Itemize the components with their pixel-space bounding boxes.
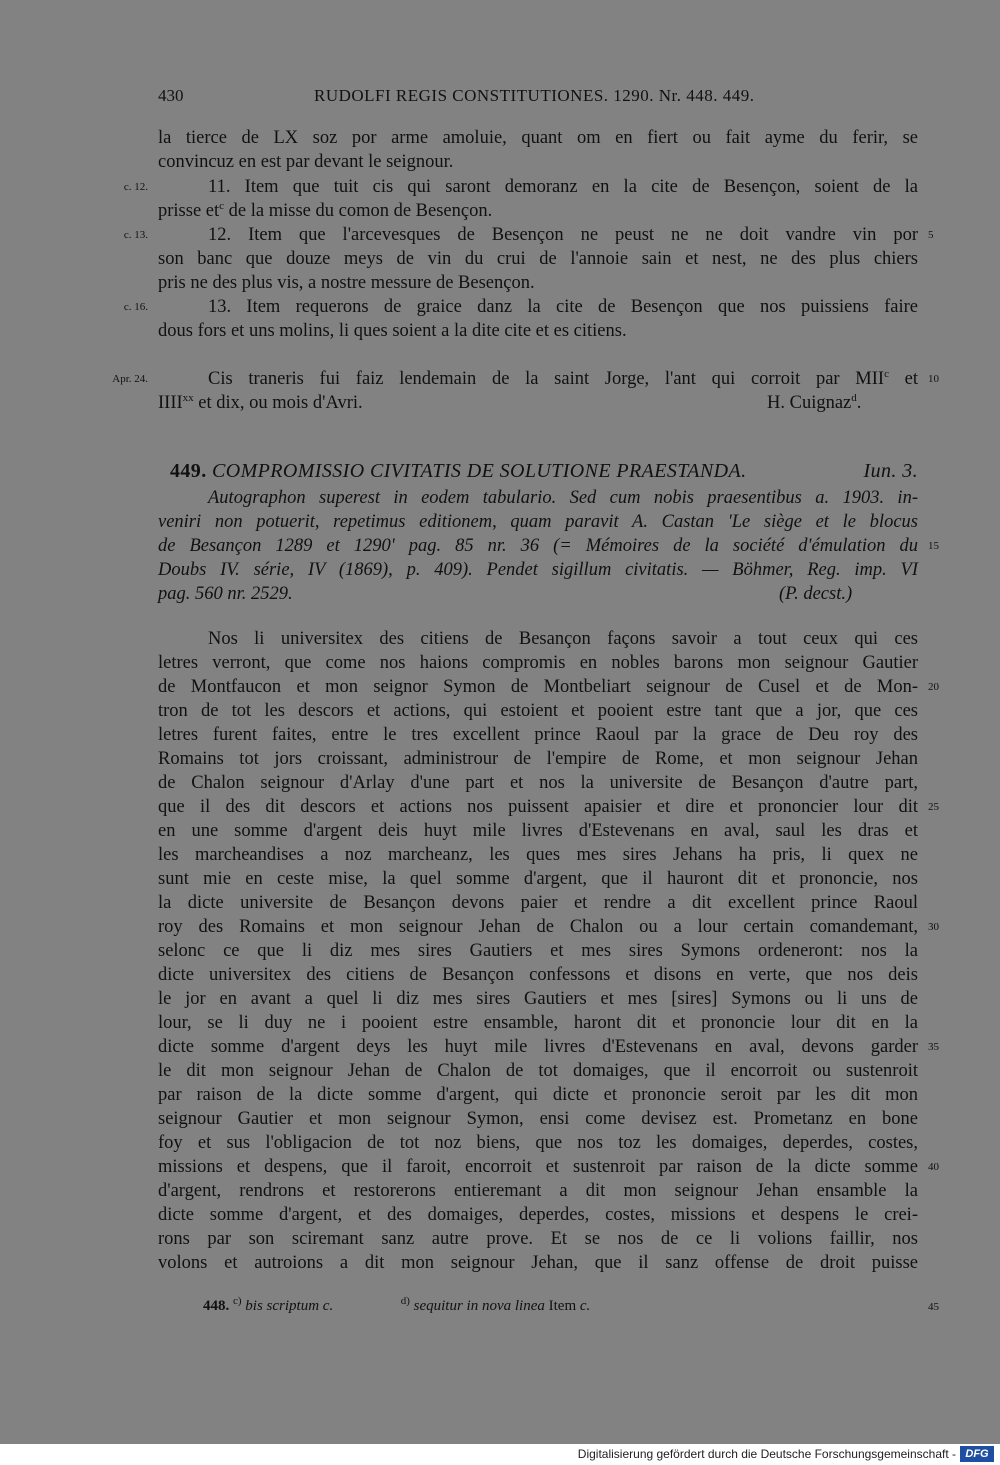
text-line: tron de tot les descors et actions, qui estoient et pooient estre tant que a jor, que ces xyxy=(158,701,918,721)
text-line: en une somme d'argent deis huyt mile livres d'Estevenans en aval, saul les dras et xyxy=(158,821,918,841)
text-line: 11. Item que tuit cis qui saront demoranz en la cite de Besençon, soient de la xyxy=(208,177,918,197)
footnote-word: Item xyxy=(548,1298,577,1314)
line-number: 35 xyxy=(928,1041,939,1053)
text-line: son banc que douze meys de vin du crui de l'annoie sain et nest, ne des plus chiers xyxy=(158,249,918,269)
text-line: foy et sus l'obligacion de tot noz biens, que nos toz les domaiges, deperdes, costes, xyxy=(158,1133,918,1153)
footnote-mark: c) xyxy=(233,1295,242,1307)
text-line xyxy=(208,367,918,391)
line-number: 20 xyxy=(928,681,939,693)
footnote-text: bis scriptum c. xyxy=(245,1298,334,1314)
line-number: 45 xyxy=(928,1301,939,1313)
line-number: 5 xyxy=(928,229,934,241)
text-line: roy des Romains et mon seignour Jehan de Chalon ou a lour certain comandemant, xyxy=(158,917,918,937)
text-line: Romains tot jors croissant, administrour de l'empire de Rome, et mon seignour Jehan xyxy=(158,749,918,769)
source-editor: (P. decst.) xyxy=(779,584,853,604)
footnote-text: c. xyxy=(579,1298,591,1314)
footnotes xyxy=(203,1295,591,1315)
text-line: missions et despens, que il faroit, encorroit et sustenroit par raison de la dicte somme xyxy=(158,1157,918,1177)
line-number: 40 xyxy=(928,1161,939,1173)
text-line: la tierce de LX soz por arme amoluie, quant om en fiert ou fait ayme du ferir, se xyxy=(158,128,918,148)
text-line: pris ne des plus vis, a nostre messure de Besençon. xyxy=(158,273,535,293)
source-line: veniri non potuerit, repetimus editionem, quam paravit A. Castan 'Le siège et le blocus xyxy=(158,512,918,532)
text-line: de Chalon seignour d'Arlay d'une part et nos la universite de Besançon d'autre part, xyxy=(158,773,918,793)
text-line: d'argent, rendrons et restorerons entieremant a dit mon seignour Jehan ensamble la xyxy=(158,1181,918,1201)
source-line: pag. 560 nr. 2529. xyxy=(158,584,293,604)
source-line: de Besançon 1289 et 1290' pag. 85 nr. 36 (= Mémoires de la société d'émulation du xyxy=(158,536,918,556)
text-fragment: et xyxy=(888,369,918,389)
line-number: 10 xyxy=(928,373,939,385)
text-fragment: prisse et xyxy=(158,201,220,221)
text-line: que il des dit descors et actions nos puissent apaisier et dire et prononcier lour dit xyxy=(158,797,918,817)
source-line: Doubs IV. série, IV (1869), p. 409). Pendet sigillum civitatis. — Böhmer, Reg. imp. VI xyxy=(158,560,918,580)
document-title: COMPROMISSIO CIVITATIS DE SOLUTIONE PRAESTANDA. xyxy=(212,460,747,482)
page-number: 430 xyxy=(158,86,184,105)
text-line: Nos li universitex des citiens de Besançon façons savoir a tout ceux qui ces xyxy=(208,629,918,649)
text-line: 12. Item que l'arcevesques de Besençon ne peust ne ne doit vandre vin por xyxy=(208,225,918,245)
text-line: convincuz en est par devant le seignour. xyxy=(158,152,454,172)
dfg-logo: DFG xyxy=(960,1446,994,1462)
text-line: lour, se li duy ne i pooient estre ensamble, haront dit et prononcie lour dit en la xyxy=(158,1013,918,1033)
text-line: selonc ce que li diz mes sires Gautiers et mes sires Symons ordeneront: nos la xyxy=(158,941,918,961)
text-line: dous fors et uns molins, li ques soient a la dite cite et es citiens. xyxy=(158,321,627,341)
margin-note: c. 16. xyxy=(123,301,148,313)
signature xyxy=(767,391,861,415)
footnote-label: 448. xyxy=(203,1298,230,1314)
line-number: 15 xyxy=(928,540,939,552)
line-number: 25 xyxy=(928,801,939,813)
text-line: seignour Gautier et mon seignour Symon, ensi come devisez est. Prometanz en bone xyxy=(158,1109,918,1129)
document-number: 449. xyxy=(170,460,207,482)
text-line: dicte somme d'argent, et des domaiges, deperdes, costes, missions et despens le crei- xyxy=(158,1205,918,1225)
running-header xyxy=(0,86,1000,110)
footer-text: Digitalisierung gefördert durch die Deutsche Forschungsgemeinschaft - xyxy=(577,1447,956,1461)
source-line: Autographon superest in eodem tabulario. Sed cum nobis praesentibus a. 1903. in- xyxy=(208,488,918,508)
footnote-mark: d xyxy=(851,391,857,404)
footnote-mark: c xyxy=(219,199,225,212)
text-line: sunt mie en ceste mise, la quel somme d'argent, que il hauront dit et prononcie, nos xyxy=(158,869,918,889)
signature-name: H. Cuignaz xyxy=(767,393,852,413)
document-date: Iun. 3. xyxy=(863,460,918,482)
text-line: rons par son sciremant sanz autre prove. Et se nos de ce li volions faillir, nos xyxy=(158,1229,918,1249)
text-fragment: . xyxy=(856,393,862,413)
superscript: xx xyxy=(182,391,194,404)
text-line: le jor en avant a quel li diz mes sires Gautiers et mes [sires] Symons ou li uns de xyxy=(158,989,918,1009)
footer-bar xyxy=(0,1444,1000,1465)
text-fragment: IIII xyxy=(158,393,183,413)
text-line: letres furent faites, entre le tres excellent prince Raoul par la grace de Deu roy des xyxy=(158,725,918,745)
footnote-text: sequitur in nova linea xyxy=(413,1298,545,1314)
text-line: dicte universitex des citiens de Besançon confessons et disons en verte, que nos deis xyxy=(158,965,918,985)
running-title: RUDOLFI REGIS CONSTITUTIONES. 1290. Nr. 448. 449. xyxy=(314,86,755,105)
line-number: 30 xyxy=(928,921,939,933)
superscript: c xyxy=(884,367,889,380)
footnote-mark: d) xyxy=(400,1295,410,1307)
text-line: 13. Item requerons de graice danz la cite de Besençon que nos puissiens faire xyxy=(208,297,918,317)
margin-note: c. 13. xyxy=(123,229,148,241)
text-fragment: de la misse du comon de Besençon. xyxy=(224,201,493,221)
text-line: letres verront, que come nos haions compromis en nobles barons mon seignour Gautier xyxy=(158,653,918,673)
text-line: de Montfaucon et mon seignor Symon de Montbeliart seignour de Cusel et de Mon- xyxy=(158,677,918,697)
text-line: le dit mon seignour Jehan de Chalon de tot domaiges, que il encorroit ou sustenroit xyxy=(158,1061,918,1081)
text-line xyxy=(158,199,918,223)
text-line xyxy=(158,391,363,415)
text-line: volons et autroions a dit mon seignour Jehan, que il sanz offense de droit puisse xyxy=(158,1253,918,1273)
margin-note: Apr. 24. xyxy=(112,373,148,385)
text-line: la dicte universite de Besançon devons paier et rendre a dit excellent prince Raoul xyxy=(158,893,918,913)
margin-note: c. 12. xyxy=(123,181,148,193)
text-fragment: Cis traneris fui faiz lendemain de la saint Jorge, l'ant qui corroit par MII xyxy=(208,369,885,389)
text-line: les marcheandises a noz marcheanz, les ques mes sires Jehans ha pris, li quex ne xyxy=(158,845,918,865)
text-line: dicte somme d'argent deys les huyt mile livres d'Estevenans en aval, devons garder xyxy=(158,1037,918,1057)
text-fragment: et dix, ou mois d'Avri. xyxy=(193,393,363,413)
document-heading xyxy=(170,458,918,484)
text-line: par raison de la dicte somme d'argent, qui dicte et prononcie seroit par les dit mon xyxy=(158,1085,918,1105)
